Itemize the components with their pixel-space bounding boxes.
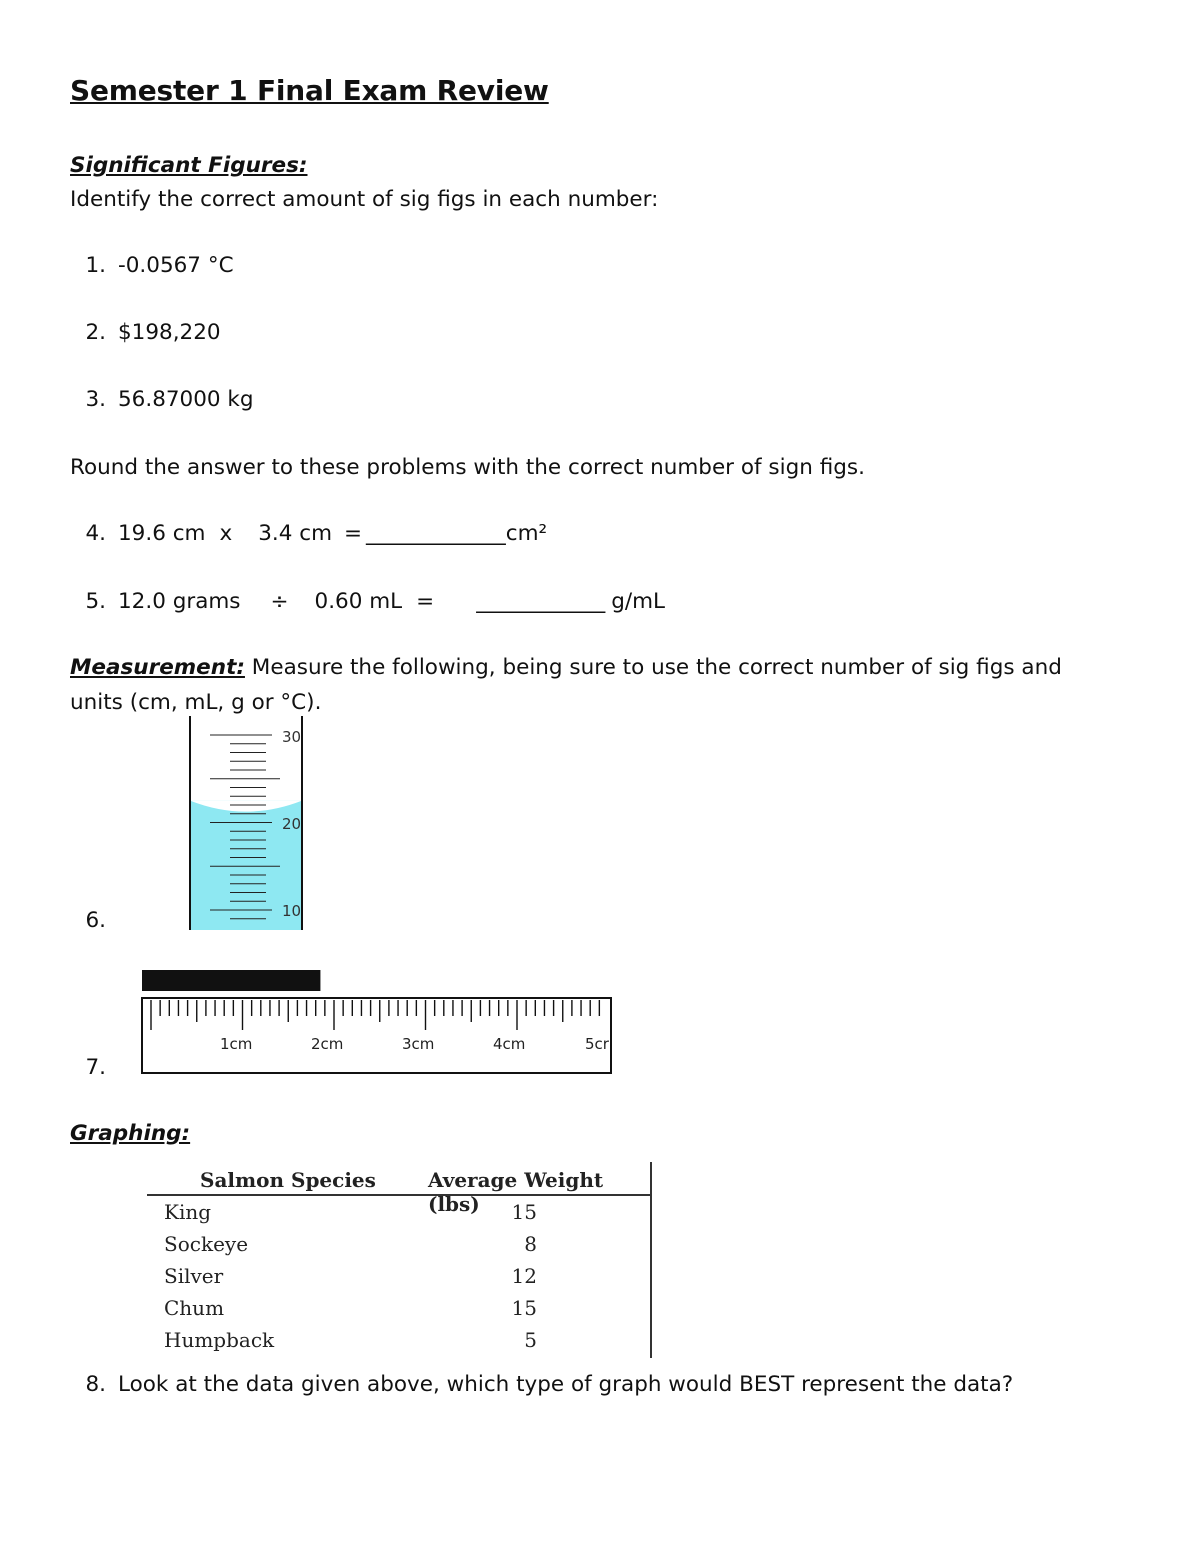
sig-figs-instruction: Identify the correct amount of sig figs in each number: [70,187,659,212]
ruler-body [142,998,611,1073]
cylinder-label-10: 10 [282,902,302,920]
table-cell-species: Chum [164,1296,225,1320]
ruler-figure [138,966,618,1078]
table-cell-weight: 8 [524,1232,537,1256]
table-cell-weight: 5 [524,1328,537,1352]
question-number: 3. [85,387,106,412]
answer-blank: ____________ [476,589,606,614]
question-text: 56.87000 kg [118,387,254,412]
equals: = [344,521,363,546]
question-number: 8. [85,1372,106,1397]
table-cell-species: Silver [164,1264,224,1288]
equals: = [416,589,435,614]
question-number: 6. [85,908,106,933]
measurement-text: Measure the following, being sure to use the correct number of sig figs and [251,655,1062,680]
answer-unit: g/mL [611,589,666,614]
table-cell-weight: 12 [511,1264,537,1288]
question-6 [70,907,118,935]
question-8 [70,1371,1013,1399]
table-header-weight: Average Weight (lbs) [428,1168,604,1216]
graduated-cylinder [180,716,310,932]
ruler-label-5cm: 5cr [585,1035,609,1053]
question-number: 5. [85,589,106,614]
page-title: Semester 1 Final Exam Review [70,74,549,107]
question-text: $198,220 [118,320,221,345]
cylinder-label-30: 30 [282,728,302,746]
measurement-paragraph [70,654,1062,682]
answer-blank: _____________ [366,521,506,546]
operand-b: 3.4 cm [258,521,333,546]
ruler-label-2cm: 2cm [311,1035,344,1053]
ruler-label-4cm: 4cm [493,1035,526,1053]
operator: x [219,521,233,546]
measurement-text-2: units (cm, mL, g or °C). [70,690,322,715]
measured-bar [142,970,320,991]
question-5 [70,588,665,616]
question-text: Look at the data given above, which type of graph would BEST represent the data? [118,1372,1014,1397]
operand-a: 12.0 grams [118,589,241,614]
question-7 [70,1054,118,1082]
table-cell-weight: 15 [511,1296,537,1320]
salmon-table [147,1162,652,1358]
ruler-label-1cm: 1cm [220,1035,253,1053]
table-cell-weight: 15 [511,1200,537,1224]
question-number: 7. [85,1055,106,1080]
rounding-instruction: Round the answer to these problems with the correct number of sign figs. [70,455,865,480]
operand-a: 19.6 cm [118,521,206,546]
answer-unit: cm² [505,521,548,546]
table-header-species: Salmon Species [200,1168,376,1192]
cylinder-label-20: 20 [282,815,302,833]
question-text: -0.0567 °C [118,253,234,278]
question-number: 2. [85,320,106,345]
question-3 [70,386,254,414]
question-4 [70,520,547,548]
operator: ÷ [270,589,289,614]
question-number: 4. [85,521,106,546]
question-number: 1. [85,253,106,278]
table-cell-species: Sockeye [164,1232,249,1256]
question-1 [70,252,234,280]
table-cell-species: King [164,1200,212,1224]
ruler-label-3cm: 3cm [402,1035,435,1053]
question-2 [70,319,221,347]
operand-b: 0.60 mL [314,589,403,614]
table-cell-species: Humpback [164,1328,275,1352]
measurement-heading: Measurement: [70,655,245,680]
sig-figs-heading: Significant Figures: [70,153,308,178]
graphing-heading: Graphing: [70,1121,191,1146]
